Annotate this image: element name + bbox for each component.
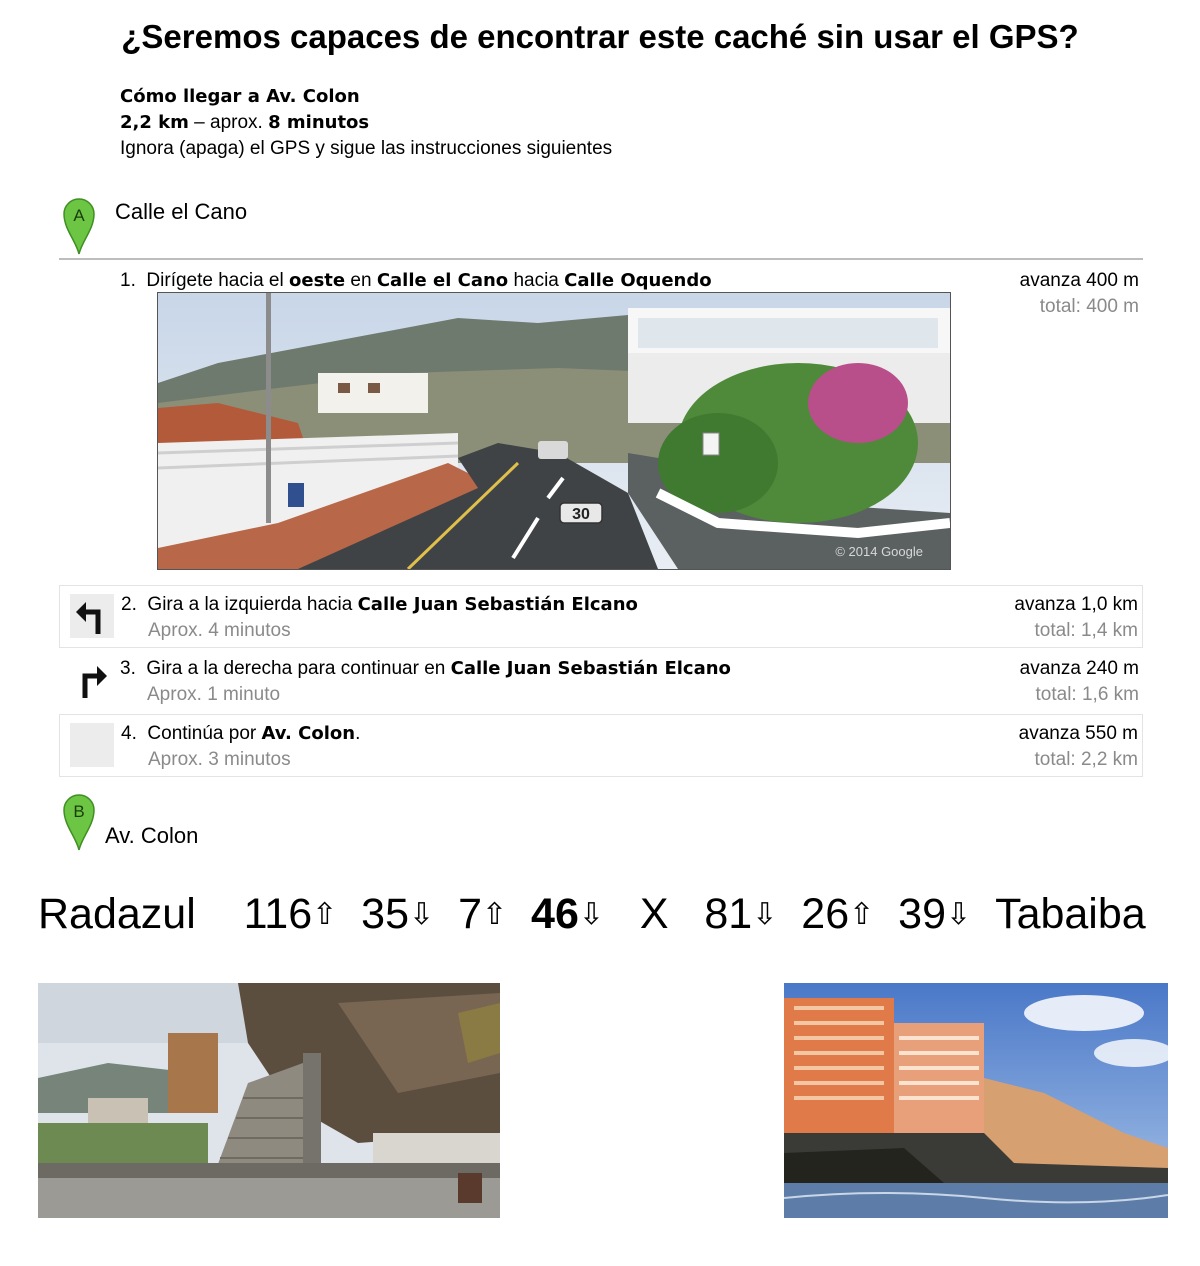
turn-right-icon bbox=[69, 658, 113, 702]
step-1-total: total: 400 m bbox=[1039, 296, 1139, 317]
code-item: 7⇧ bbox=[458, 890, 508, 938]
code-item: 116⇧ bbox=[243, 890, 338, 938]
marker-a-letter: A bbox=[73, 206, 85, 225]
step-3 bbox=[59, 650, 1143, 713]
step-4-text: 4. Continúa por Av. Colon. bbox=[121, 723, 361, 744]
step-2-total: total: 1,4 km bbox=[1034, 620, 1138, 641]
blank-icon bbox=[70, 723, 114, 767]
step-1-advance: avanza 400 m bbox=[1019, 270, 1139, 291]
step-3-time: Aprox. 1 minuto bbox=[147, 684, 281, 705]
route-note: Ignora (apaga) el GPS y sigue las instrucciones siguientes bbox=[120, 138, 613, 159]
route-distance: 2,2 km bbox=[120, 112, 189, 133]
step-3-total: total: 1,6 km bbox=[1035, 684, 1139, 705]
turn-left-icon bbox=[70, 594, 114, 638]
start-place: Calle el Cano bbox=[115, 199, 248, 224]
code-item: X bbox=[639, 890, 669, 938]
step-4-advance: avanza 550 m bbox=[1018, 723, 1138, 744]
step-3-text: 3. Gira a la derecha para continuar en Calle Juan Sebastián Elcano bbox=[120, 658, 731, 679]
step-4-total: total: 2,2 km bbox=[1034, 749, 1138, 770]
marker-b-icon bbox=[62, 793, 96, 851]
code-from: Radazul bbox=[38, 890, 196, 938]
step-2-text: 2. Gira a la izquierda hacia Calle Juan Sebastián Elcano bbox=[121, 594, 638, 615]
step-2-time: Aprox. 4 minutos bbox=[148, 620, 291, 641]
code-line bbox=[38, 890, 1178, 939]
step-2 bbox=[59, 585, 1143, 648]
step-2-advance: avanza 1,0 km bbox=[1014, 594, 1138, 615]
step-1 bbox=[59, 262, 1143, 582]
step-4-time: Aprox. 3 minutos bbox=[148, 749, 291, 770]
code-item: 46⇩ bbox=[531, 890, 605, 938]
step-3-advance: avanza 240 m bbox=[1019, 658, 1139, 679]
step-4 bbox=[59, 714, 1143, 777]
route-summary bbox=[120, 112, 369, 134]
step-1-text: 1. Dirígete hacia el oeste en Calle el Cano hacia Calle Oquendo bbox=[120, 270, 712, 291]
photo-credit: © 2014 Google bbox=[835, 544, 923, 559]
code-to: Tabaiba bbox=[995, 890, 1146, 938]
stairs-photo bbox=[38, 983, 500, 1218]
divider bbox=[59, 258, 1143, 260]
code-item: 26⇧ bbox=[801, 890, 875, 938]
end-place: Av. Colon bbox=[105, 823, 199, 848]
route-duration: 8 minutos bbox=[268, 112, 370, 133]
marker-a-icon bbox=[62, 197, 96, 255]
route-dash: – aprox. bbox=[188, 112, 269, 133]
marker-b-letter: B bbox=[73, 802, 85, 821]
page-title: ¿Seremos capaces de encontrar este caché sin usar el GPS? bbox=[121, 18, 1079, 55]
street-view-photo bbox=[157, 292, 951, 570]
code-item: 35⇩ bbox=[361, 890, 435, 938]
route-heading: Cómo llegar a Av. Colon bbox=[120, 86, 360, 107]
code-item: 81⇩ bbox=[704, 890, 778, 938]
coast-photo bbox=[784, 983, 1168, 1218]
road-sign-number: 30 bbox=[572, 506, 590, 523]
code-item: 39⇩ bbox=[898, 890, 972, 938]
